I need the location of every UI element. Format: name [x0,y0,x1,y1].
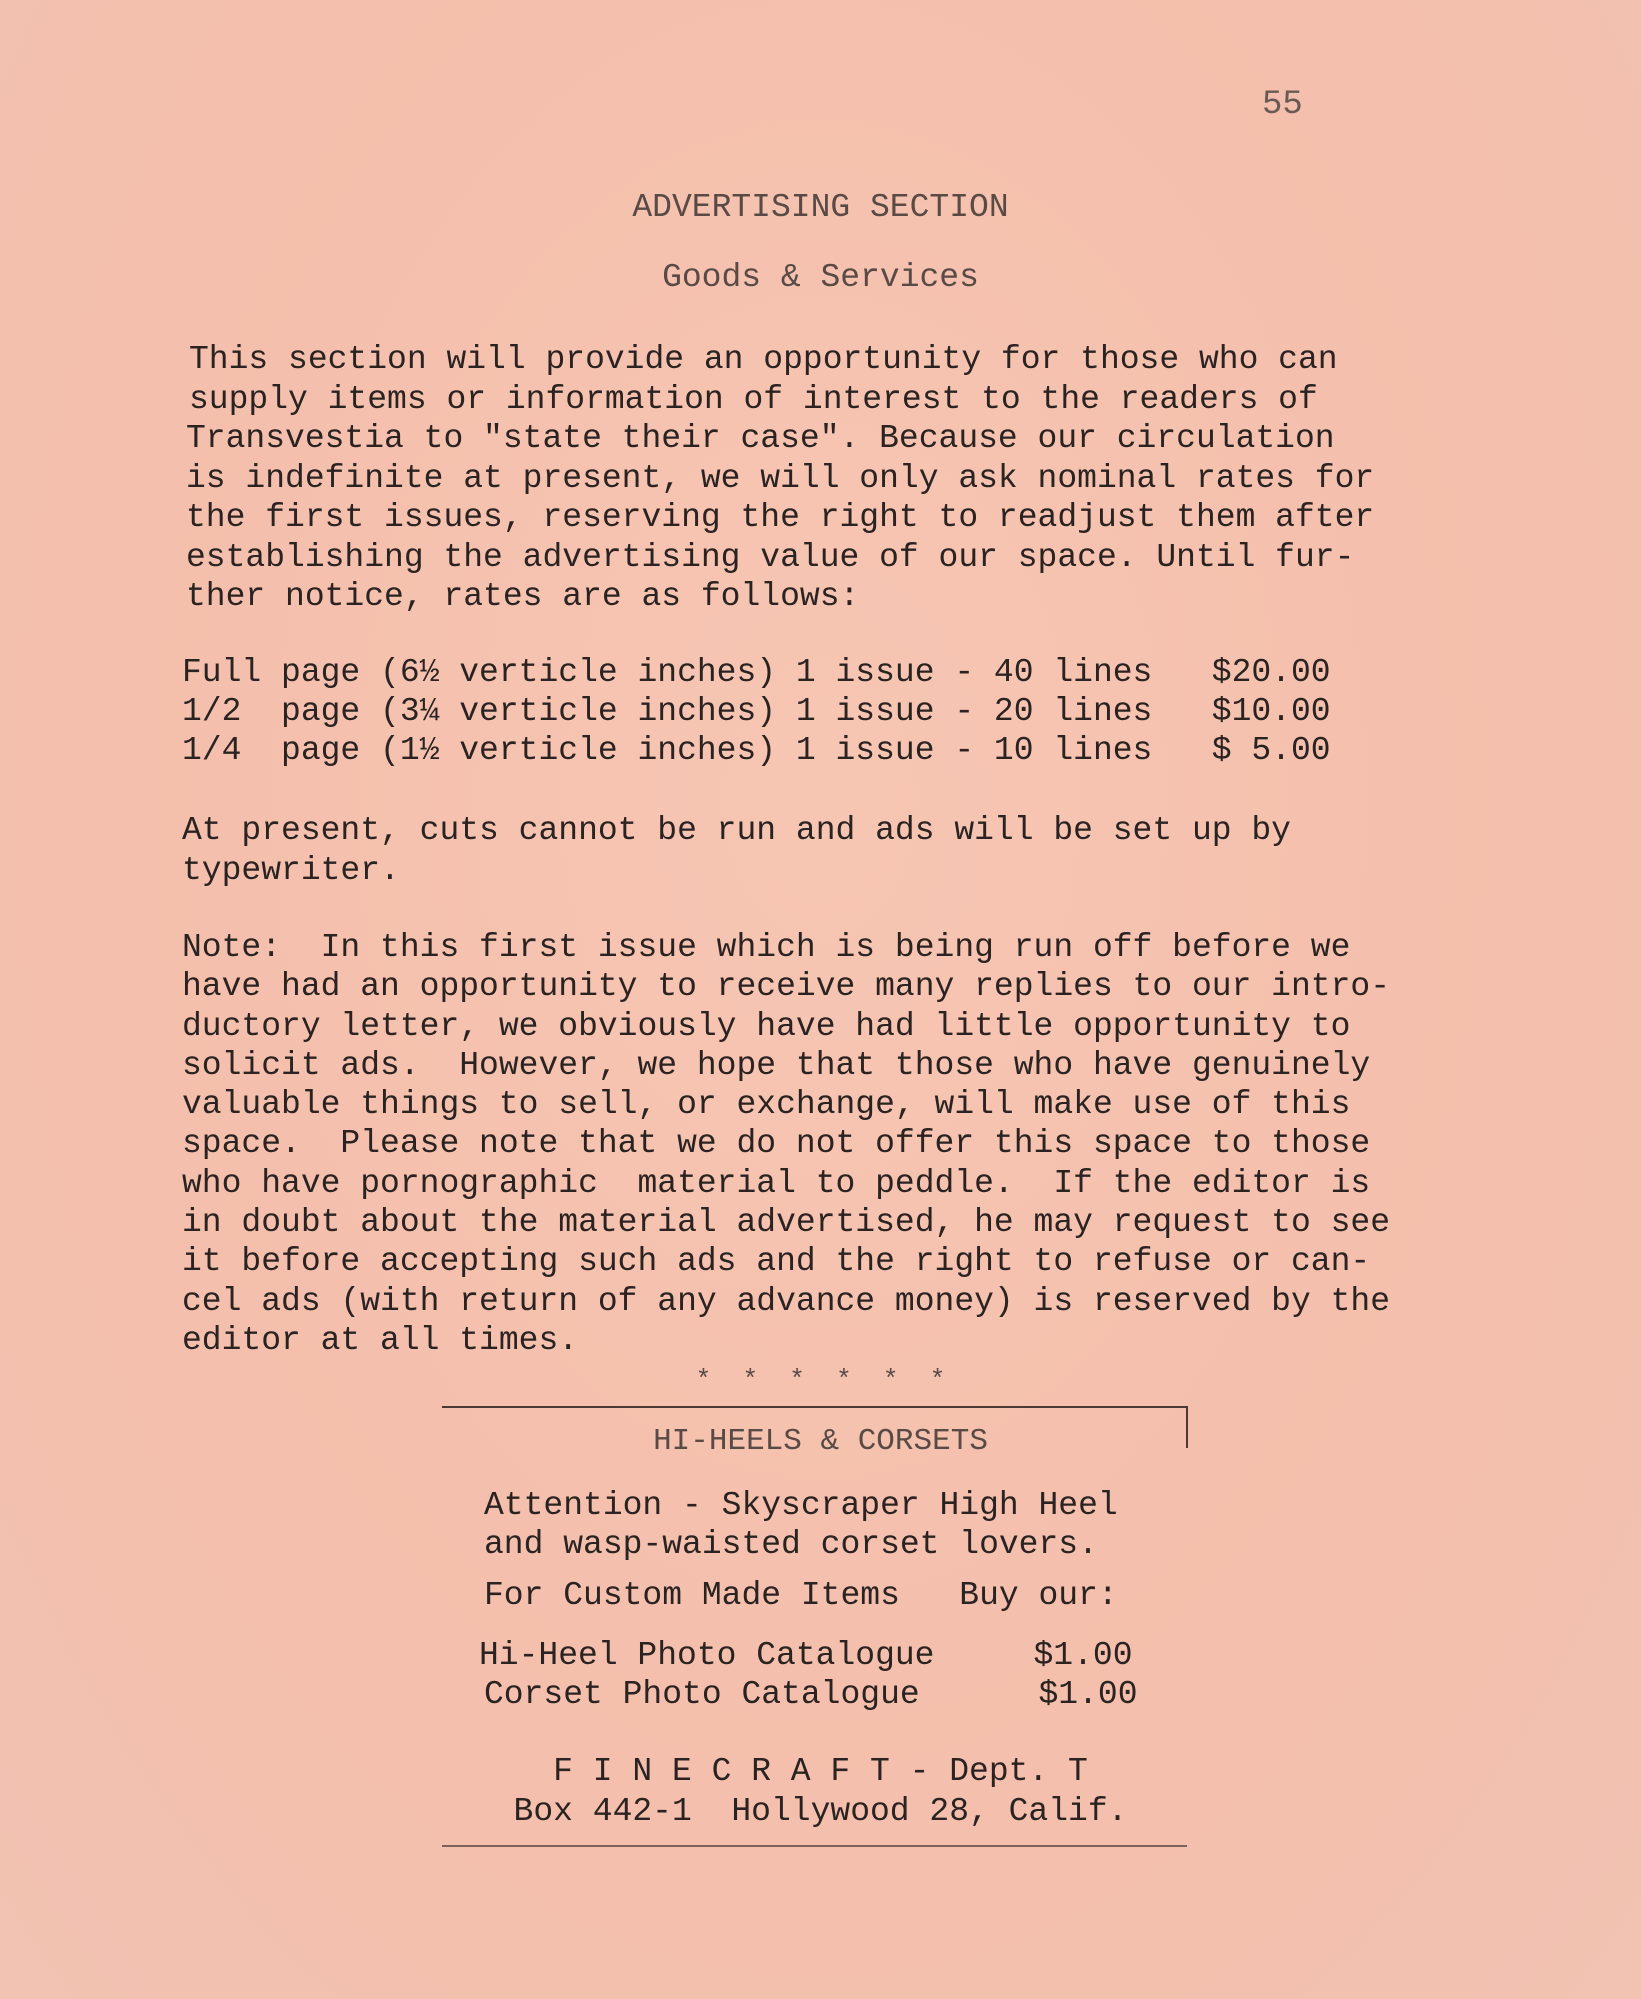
text-line: is indefinite at present, we will only ask nominal rates for [186,460,1375,497]
ad-item: Hi-Heel Photo Catalogue $1.00 [479,1637,1133,1674]
text-line: the first issues, reserving the right to readjust them after [186,499,1375,536]
rate-row: 1/2 page (3¼ verticle inches) 1 issue - 20 lines $10.00 [182,693,1331,730]
text-line: solicit ads. However, we hope that those who have genuinely [182,1047,1371,1084]
text-line: supply items or information of interest to the readers of [189,381,1318,418]
ad-bottom-rule [442,1845,1187,1847]
rate-row: Full page (6½ verticle inches) 1 issue - 40 lines $20.00 [182,654,1331,691]
text-line: who have pornographic material to peddle. If the editor is [182,1165,1371,1202]
ad-line: Attention - Skyscraper High Heel [484,1487,1118,1524]
section-subheading: Goods & Services [662,259,979,296]
text-line: Note: In this first issue which is being run off before we [182,929,1351,966]
ad-item: Corset Photo Catalogue $1.00 [484,1676,1138,1713]
ad-line: and wasp-waisted corset lovers. [484,1526,1098,1563]
rate-row: 1/4 page (1½ verticle inches) 1 issue - 10 lines $ 5.00 [182,732,1331,769]
text-line: Transvestia to "state their case". Because our circulation [186,420,1335,457]
text-line: cel ads (with return of any advance money) is reserved by the [182,1283,1390,1320]
text-line: typewriter. [182,852,400,889]
text-line: it before accepting such ads and the right to refuse or can- [182,1243,1371,1280]
text-line: have had an opportunity to receive many replies to our intro- [182,968,1390,1005]
text-line: in doubt about the material advertised, he may request to see [182,1204,1390,1241]
page-number: 55 [1262,86,1303,124]
text-line: valuable things to sell, or exchange, will make use of this [182,1086,1351,1123]
text-line: This section will provide an opportunity for those who can [189,341,1338,378]
ad-custom-line: For Custom Made Items Buy our: [484,1577,1118,1614]
separator-stars: * * * * * * [695,1365,946,1395]
section-heading: ADVERTISING SECTION [632,189,1009,226]
ad-address: Box 442-1 Hollywood 28, Calif. [513,1793,1128,1830]
text-line: space. Please note that we do not offer this space to those [182,1125,1371,1162]
ad-title: HI-HEELS & CORSETS [653,1424,988,1459]
ad-company: F I N E C R A F T - Dept. T [553,1753,1088,1790]
text-line: editor at all times. [182,1322,579,1359]
text-line: ductory letter, we obviously have had little opportunity to [182,1008,1351,1045]
ad-top-rule [442,1406,1187,1408]
text-line: At present, cuts cannot be run and ads will be set up by [182,812,1291,849]
text-line: ther notice, rates are as follows: [186,578,860,615]
text-line: establishing the advertising value of our space. Until fur- [186,539,1355,576]
